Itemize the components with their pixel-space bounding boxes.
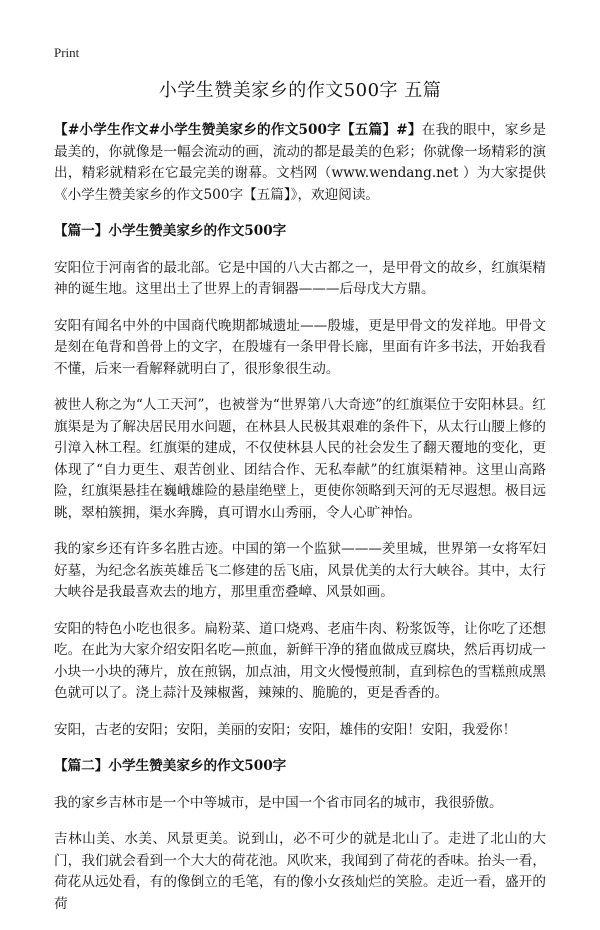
article2-heading: 【篇二】小学生赞美家乡的作文500字 <box>54 758 287 774</box>
intro-text: 在我的眼中，家乡是最美的，你就像是一幅会流动的画，流动的都是最美的色彩；你就像一场精彩的演出，精彩就精彩在它最完美的谢幕。文档网（www.wendang.net ）为大家提供《小学生赞美家乡的作文500字【五篇】》，欢迎阅读。 <box>54 122 547 203</box>
intro-paragraph <box>54 120 546 206</box>
print-link[interactable]: Print <box>54 45 80 60</box>
article1-paragraph: 安阳的特色小吃也很多。扁粉菜、道口烧鸡、老庙牛肉、粉浆饭等，让你吃了还想吃。在此为大家介绍安阳名吃—煎血，新鲜干净的猪血做成豆腐块，然后再切成一小块一小块的薄片，放在煎锅，加点油，用文火慢慢煎制，直到棕色的雪糕煎成黑色就可以了。浇上蒜汁及辣椒酱，辣辣的、脆脆的，更是香香的。 <box>54 620 546 701</box>
article1-paragraph: 安阳，古老的安阳；安阳，美丽的安阳；安阳，雄伟的安阳！安阳，我爱你！ <box>54 721 517 738</box>
article1-heading: 【篇一】小学生赞美家乡的作文500字 <box>54 223 287 239</box>
article1-paragraph: 我的家乡还有许多名胜古迹。中国的第一个监狱———羑里城，世界第一女将军妇好墓，为纪念名族英雄岳飞二修建的岳飞庙，风景优美的太行大峡谷。其中，太行大峡谷是我最喜欢去的地方，那里重峦叠嶂、风景如画。 <box>54 541 546 600</box>
article1-paragraph: 被世人称之为“人工天河”，也被誉为“世界第八大奇迹”的红旗渠位于安阳林县。红旗渠是为了解决居民用水问题，在林县人民极其艰难的条件下，从太行山腰上修的引漳入林工程。红旗渠的建成，不仅使林县人民的社会发生了翻天覆地的变化，更体现了“自力更生、艰苦创业、团结合作、无私奉献”的红旗渠精神。这里山高路险，红旗渠悬挂在巍峨雄险的悬崖绝壁上，更使你领略到天河的无尽遐想。极目远眺，翠柏簇拥，渠水奔腾，真可谓水山秀丽，令人心旷神怡。 <box>54 397 546 521</box>
article2-paragraph: 我的家乡吉林市是一个中等城市，是中国一个省市同名的城市，我很骄傲。 <box>54 794 503 811</box>
intro-lead: 【#小学生作文#小学生赞美家乡的作文500字【五篇】#】 <box>54 122 422 138</box>
page-title: 小学生赞美家乡的作文500字 五篇 <box>158 80 442 101</box>
document-body <box>54 120 546 930</box>
article1-paragraph: 安阳有闻名中外的中国商代晚期都城遗址——殷墟，更是甲骨文的发祥地。甲骨文是刻在龟背和兽骨上的文字，在殷墟有一条甲骨长廊，里面有许多书法，开始我看不懂，后来一看解释就明白了，很形象很生动。 <box>54 317 546 377</box>
article1-paragraph: 安阳位于河南省的最北部。它是中国的八大古都之一，是甲骨文的故乡，红旗渠精神的诞生地。这里出土了世界上的青铜器———后母戊大方鼎。 <box>54 259 546 297</box>
article2-paragraph: 吉林山美、水美、风景更美。说到山，必不可少的就是北山了。走进了北山的大门，我们就会看到一个大大的荷花池。风吹来，我闻到了荷花的香味。抬头一看，荷花从远处看，有的像倒立的毛笔，有的像小女孩灿烂的笑脸。走近一看，盛开的荷 <box>54 831 546 912</box>
